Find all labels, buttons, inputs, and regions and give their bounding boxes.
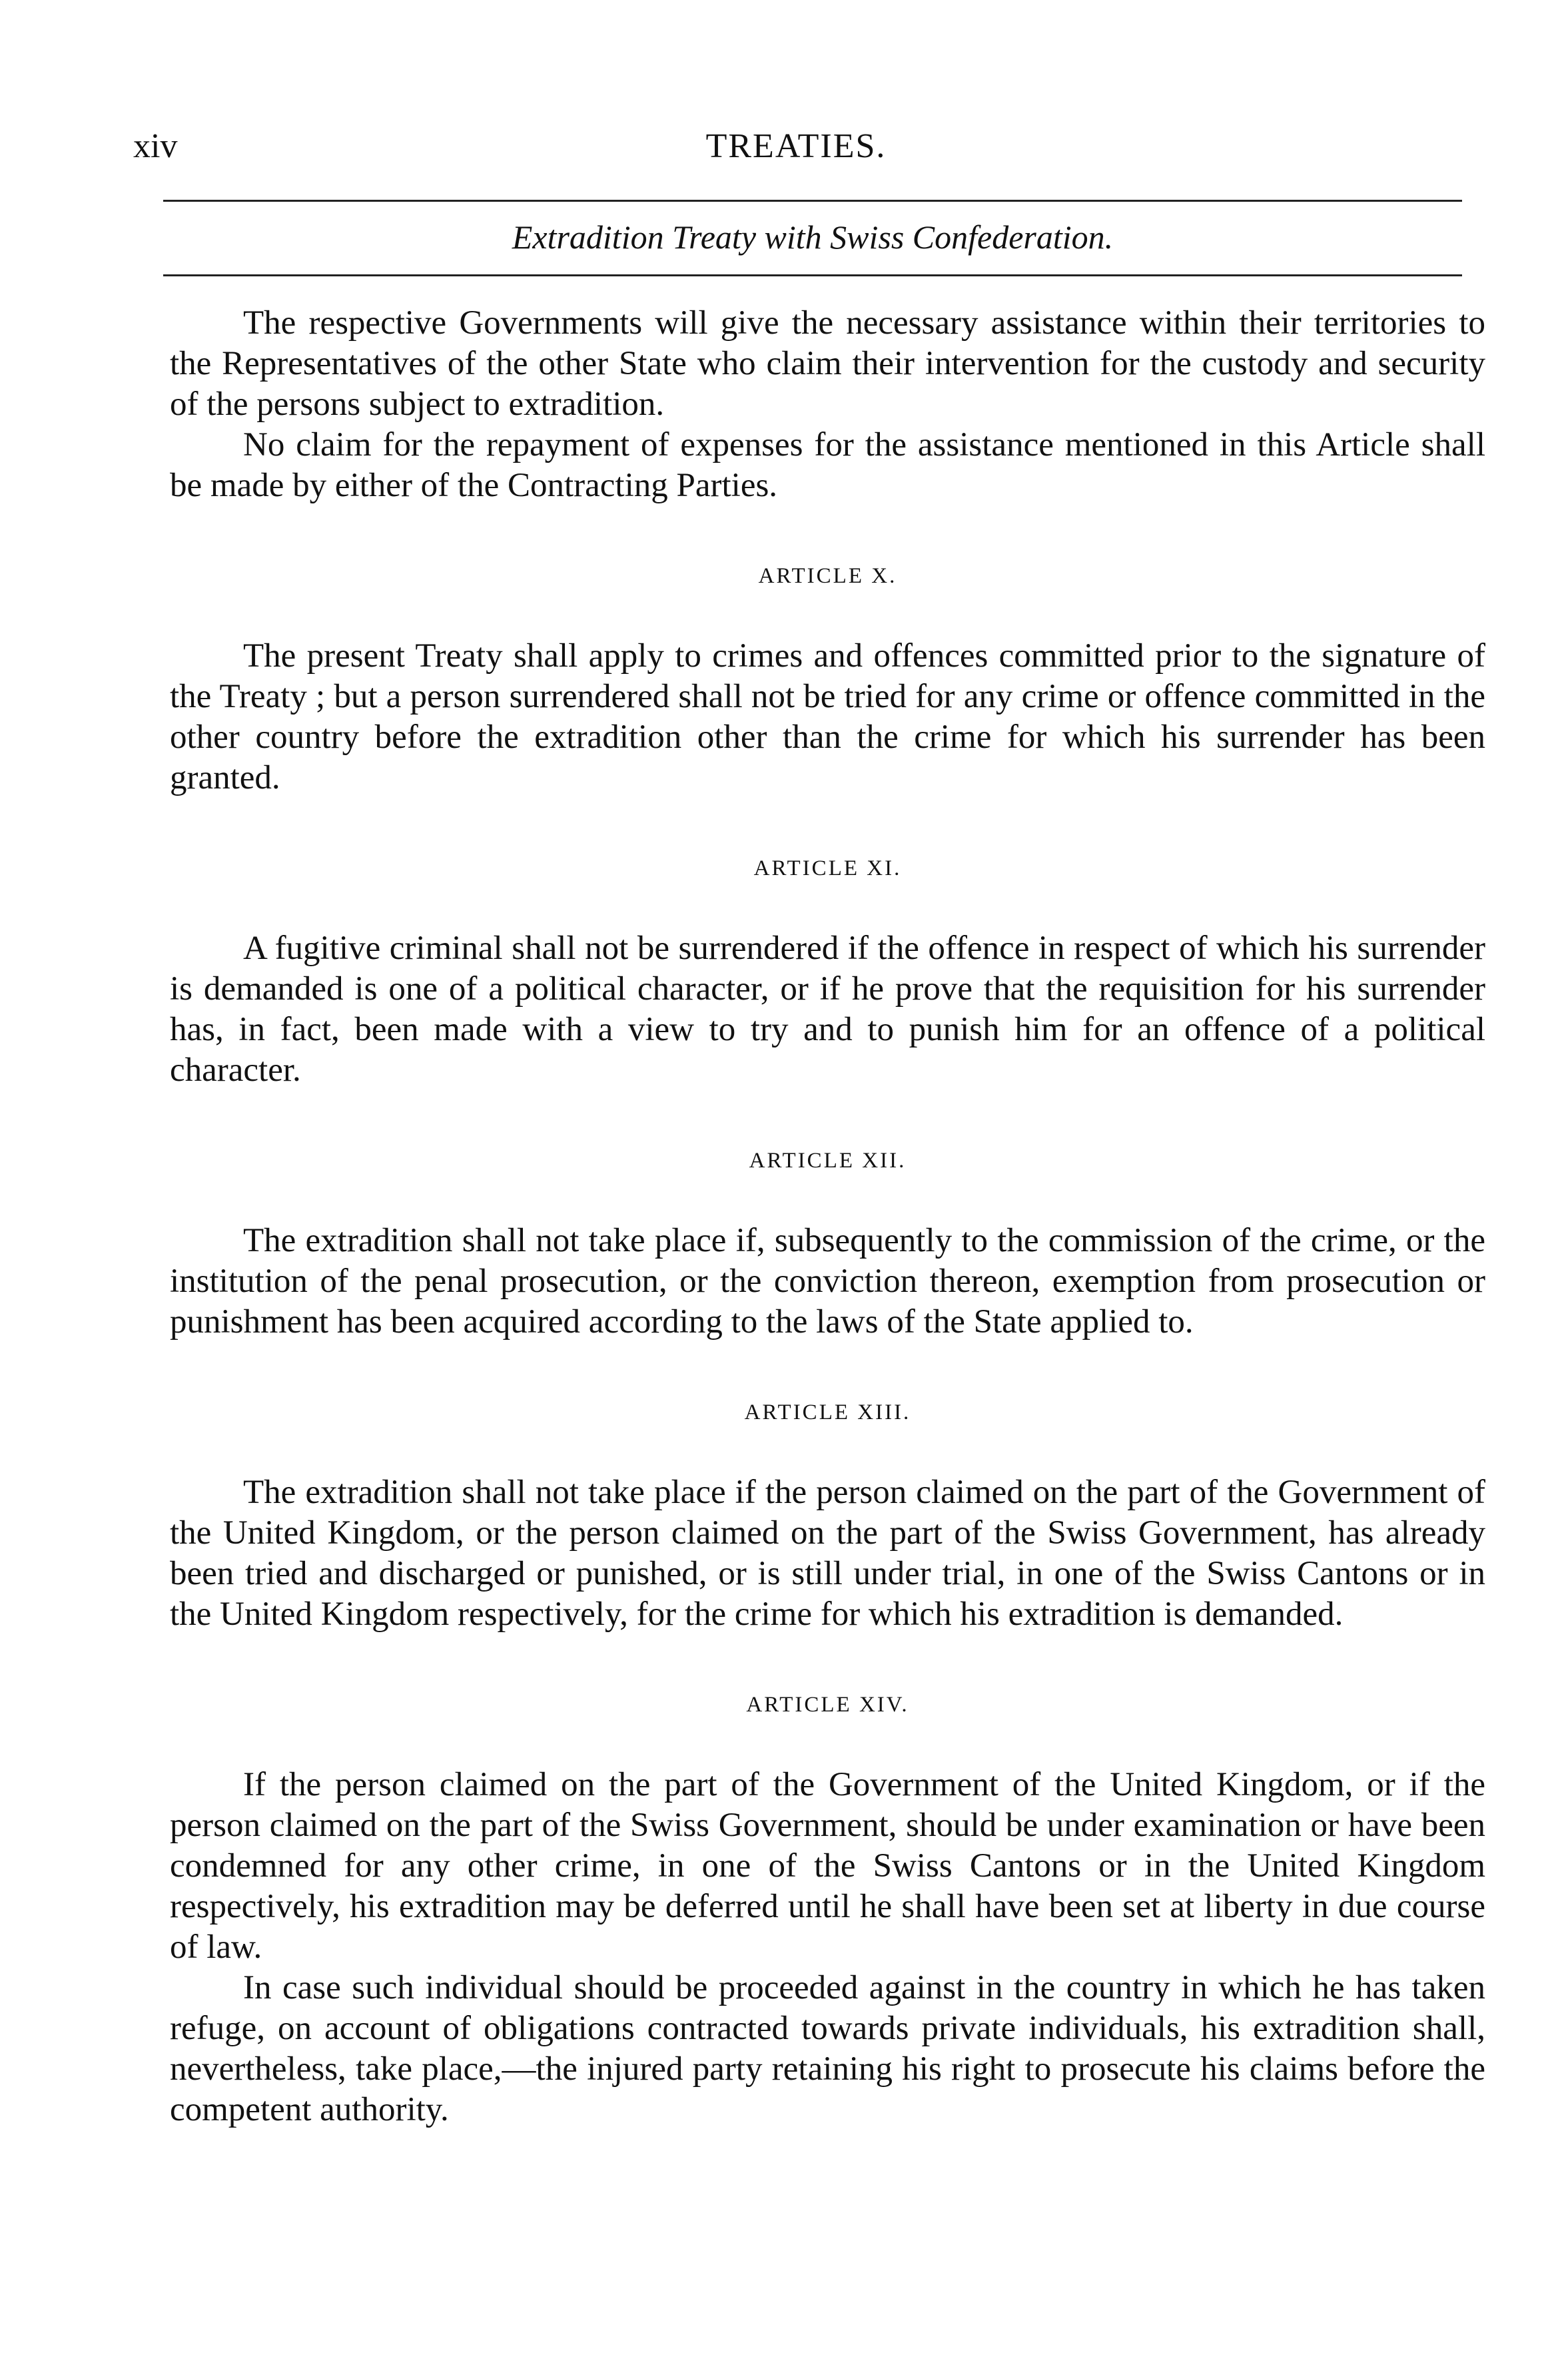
- header-rule-bottom: [163, 274, 1462, 276]
- article-heading: ARTICLE XI.: [753, 856, 902, 880]
- article-heading: ARTICLE XIV.: [746, 1693, 909, 1717]
- running-head: [133, 123, 1459, 170]
- article-heading: ARTICLE X.: [758, 564, 897, 588]
- page-number: xiv: [133, 127, 178, 165]
- paragraph: The present Treaty shall apply to crimes and offences committed prior to the signature of the Treaty ; but a person surrendered shall not be tried for any crime or offence committed in the other country before the extradition other than the crime for which his surrender has been granted.: [170, 637, 1485, 796]
- article-heading: ARTICLE XII.: [749, 1149, 907, 1173]
- paragraph: The extradition shall not take place if the person claimed on the part of the Government of the United Kingdom, or the person claimed on the part of the Swiss Government, has already been tried and discharged or punished, or is still under trial, in one of the Swiss Cantons or in the United Kingdom respectively, for the crime for which his extradition is demanded.: [170, 1474, 1485, 1633]
- paragraph: The extradition shall not take place if, subsequently to the commission of the crime, or the institution of the penal prosecution, or the conviction thereon, exemption from prosecution or punishment has been acquired according to the laws of the State applied to.: [170, 1222, 1485, 1340]
- document-body: [170, 303, 1485, 2130]
- treaty-subtitle: Extradition Treaty with Swiss Confederation.: [512, 218, 1114, 256]
- paragraph: A fugitive criminal shall not be surrendered if the offence in respect of which his surrender is demanded is one of a political character, or if he prove that the requisition for his surrender has, in fact, been made with a view to try and to punish him for an offence of a political character.: [170, 930, 1485, 1089]
- paragraph: The respective Governments will give the necessary assistance within their territories to the Representatives of the other State who claim their intervention for the custody and security of the persons subject to extradition.: [170, 304, 1485, 423]
- paragraph: In case such individual should be proceeded against in the country in which he has taken refuge, on account of obligations contracted towards private individuals, his extradition shall, nevertheless, take place,—the injured party retaining his right to prosecute his claims before the competent authority.: [170, 1969, 1485, 2128]
- header-rule-top: [163, 200, 1462, 202]
- article-heading: ARTICLE XIII.: [744, 1400, 911, 1424]
- paragraph: No claim for the repayment of expenses for the assistance mentioned in this Article shall be made by either of the Contracting Parties.: [170, 426, 1485, 504]
- paragraph: If the person claimed on the part of the Government of the United Kingdom, or if the person claimed on the part of the Swiss Government, should be under examination or have been condemned for any other crime, in one of the Swiss Cantons or in the United Kingdom respectively, his extradition may be deferred until he shall have been set at liberty in due course of law.: [170, 1766, 1485, 1966]
- running-title: TREATIES.: [705, 127, 887, 165]
